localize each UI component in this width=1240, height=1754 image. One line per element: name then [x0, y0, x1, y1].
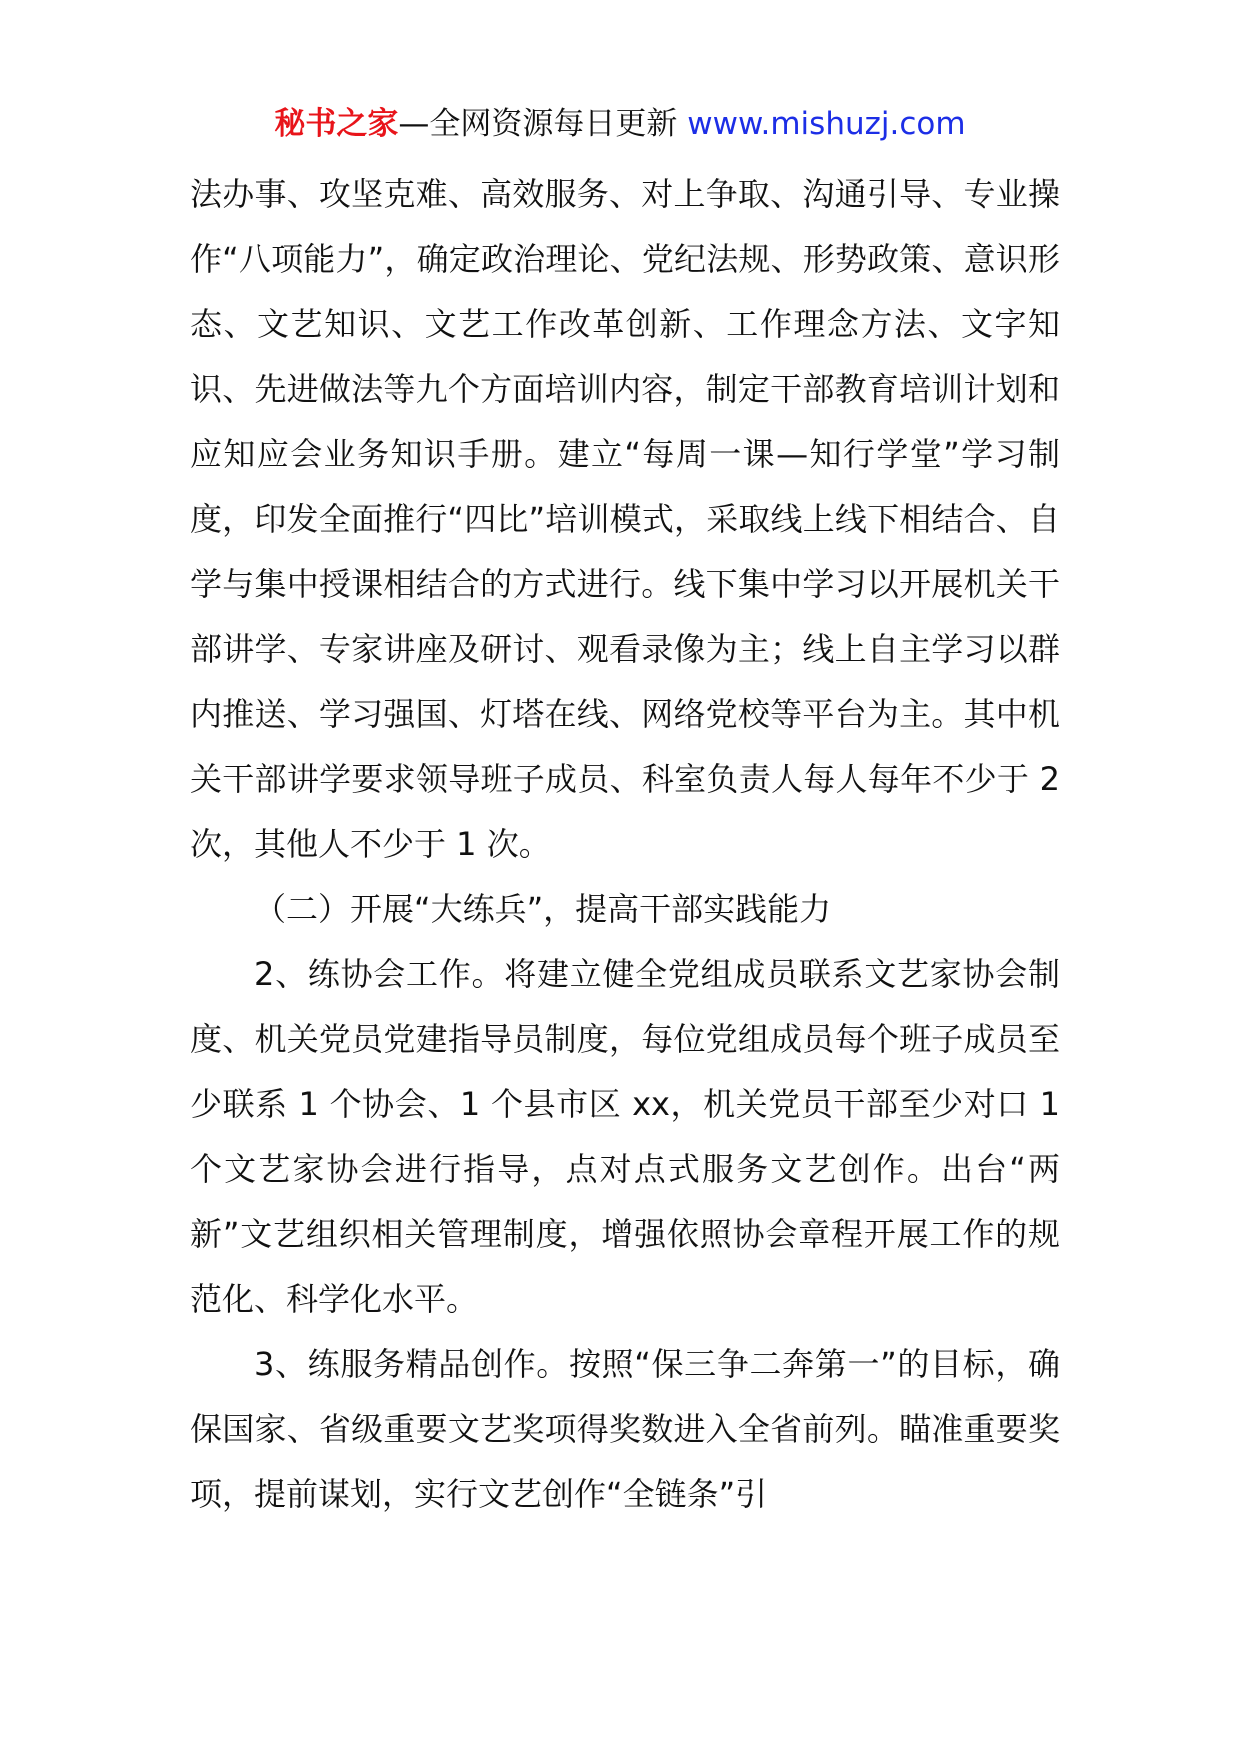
document-body	[190, 162, 1060, 1527]
paragraph-item-2: 2、练协会工作。将建立健全党组成员联系文艺家协会制度、机关党员党建指导员制度，每位党组成员每个班子成员至少联系 1 个协会、1 个县市区 xx，机关党员干部至少对口 1 个文艺家协会进行指导，点对点式服务文艺创作。出台“两新”文艺组织相关管理制度，增强依照协会章程开展工作的规范化、科学化水平。	[190, 955, 1060, 1318]
section-heading: （二）开展“大练兵”，提高干部实践能力	[254, 890, 832, 928]
header-brand: 秘书之家	[274, 106, 399, 142]
paragraph-item-3: 3、练服务精品创作。按照“保三争二奔第一”的目标，确保国家、省级重要文艺奖项得奖数进入全省前列。瞄准重要奖项，提前谋划，实行文艺创作“全链条”引	[190, 1345, 1060, 1513]
page-header	[0, 102, 1240, 146]
header-tagline: —全网资源每日更新	[398, 106, 678, 142]
paragraph-continuation: 法办事、攻坚克难、高效服务、对上争取、沟通引导、专业操作“八项能力”，确定政治理论、党纪法规、形势政策、意识形态、文艺知识、文艺工作改革创新、工作理念方法、文字知识、先进做法等九个方面培训内容，制定干部教育培训计划和应知应会业务知识手册。建立“每周一课—知行学堂”学习制度，印发全面推行“四比”培训模式，采取线上线下相结合、自学与集中授课相结合的方式进行。线下集中学习以开展机关干部讲学、专家讲座及研讨、观看录像为主；线上自主学习以群内推送、学习强国、灯塔在线、网络党校等平台为主。其中机关干部讲学要求领导班子成员、科室负责人每人每年不少于 2 次，其他人不少于 1 次。	[190, 175, 1060, 863]
header-url-link[interactable]: www.mishuzj.com	[687, 106, 966, 142]
